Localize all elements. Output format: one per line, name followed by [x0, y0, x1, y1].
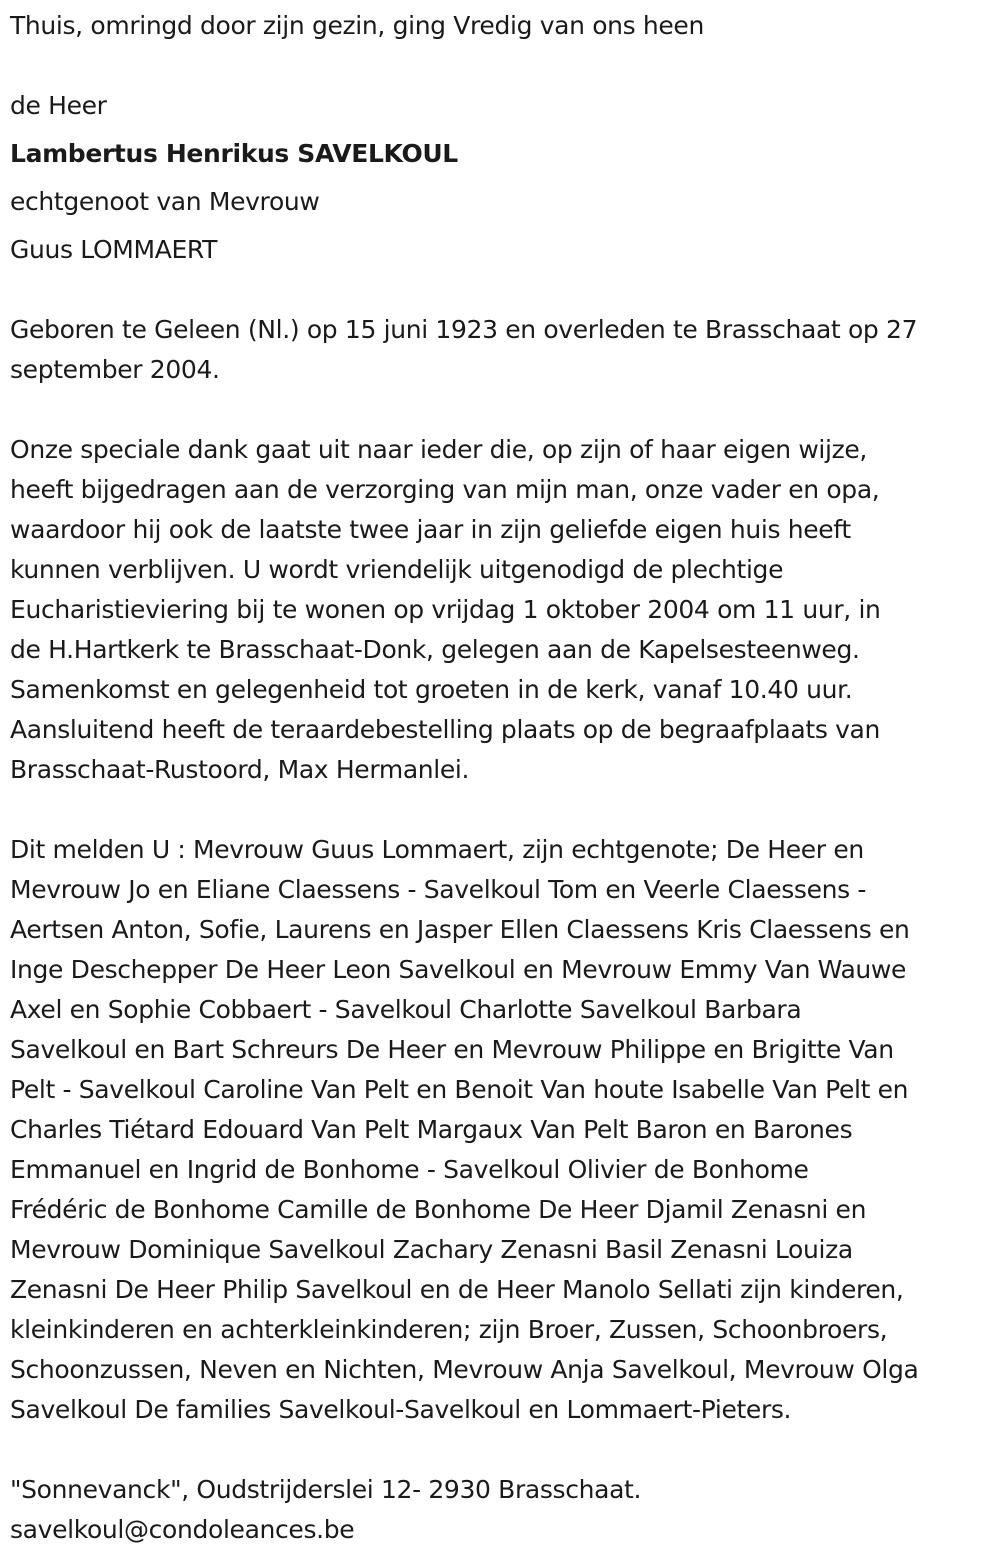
paragraph-line: kleinkinderen en achterkleinkinderen; zijn Broer, Zussen, Schoonbroers, — [10, 1315, 888, 1344]
paragraph-line: de H.Hartkerk te Brasschaat-Donk, gelegen aan de Kapelsesteenweg. — [10, 635, 860, 664]
paragraph-line: Inge Deschepper De Heer Leon Savelkoul en Mevrouw Emmy Van Wauwe — [10, 955, 907, 984]
deceased-name: Lambertus Henrikus SAVELKOUL — [10, 139, 458, 168]
paragraph-line: Mevrouw Dominique Savelkoul Zachary Zenasni Basil Zenasni Louiza — [10, 1235, 853, 1264]
intro-text: Thuis, omringd door zijn gezin, ging Vredig van ons heen — [10, 11, 704, 40]
paragraph-line: Schoonzussen, Neven en Nichten, Mevrouw Anja Savelkoul, Mevrouw Olga — [10, 1355, 919, 1384]
email-text: savelkoul@condoleances.be — [10, 1515, 355, 1544]
paragraph-line: Geboren te Geleen (Nl.) op 15 juni 1923 en overleden te Brasschaat op 27 — [10, 315, 918, 344]
address-text: "Sonnevanck", Oudstrijderslei 12- 2930 Brasschaat. — [10, 1475, 642, 1504]
spouse-relation: echtgenoot van Mevrouw — [10, 187, 320, 216]
paragraph-line: september 2004. — [10, 355, 220, 384]
paragraph-line: Axel en Sophie Cobbaert - Savelkoul Charlotte Savelkoul Barbara — [10, 995, 802, 1024]
paragraph-line: Savelkoul en Bart Schreurs De Heer en Mevrouw Philippe en Brigitte Van — [10, 1035, 894, 1064]
paragraph-line: Emmanuel en Ingrid de Bonhome - Savelkoul Olivier de Bonhome — [10, 1155, 809, 1184]
paragraph-line: Zenasni De Heer Philip Savelkoul en de Heer Manolo Sellati zijn kinderen, — [10, 1275, 904, 1304]
paragraph-line: heeft bijgedragen aan de verzorging van mijn man, onze vader en opa, — [10, 475, 880, 504]
paragraph-line: Charles Tiétard Edouard Van Pelt Margaux Van Pelt Baron en Barones — [10, 1115, 853, 1144]
title-prefix: de Heer — [10, 91, 107, 120]
paragraph-line: Brasschaat-Rustoord, Max Hermanlei. — [10, 755, 470, 784]
paragraph-line: Aansluitend heeft de teraardebestelling plaats op de begraafplaats van — [10, 715, 880, 744]
thanks-paragraph — [10, 430, 992, 790]
paragraph-line: Mevrouw Jo en Eliane Claessens - Savelkoul Tom en Veerle Claessens - — [10, 875, 867, 904]
paragraph-line: Dit melden U : Mevrouw Guus Lommaert, zijn echtgenote; De Heer en — [10, 835, 864, 864]
paragraph-line: Aertsen Anton, Sofie, Laurens en Jasper Ellen Claessens Kris Claessens en — [10, 915, 910, 944]
paragraph-line: Frédéric de Bonhome Camille de Bonhome De Heer Djamil Zenasni en — [10, 1195, 867, 1224]
birth-death-paragraph — [10, 310, 992, 390]
paragraph-line: Samenkomst en gelegenheid tot groeten in de kerk, vanaf 10.40 uur. — [10, 675, 853, 704]
paragraph-line: kunnen verblijven. U wordt vriendelijk uitgenodigd de plechtige — [10, 555, 784, 584]
paragraph-line: waardoor hij ook de laatste twee jaar in zijn geliefde eigen huis heeft — [10, 515, 851, 544]
paragraph-line: Eucharistieviering bij te wonen op vrijdag 1 oktober 2004 om 11 uur, in — [10, 595, 881, 624]
paragraph-line: Pelt - Savelkoul Caroline Van Pelt en Benoit Van houte Isabelle Van Pelt en — [10, 1075, 909, 1104]
paragraph-line: Onze speciale dank gaat uit naar ieder die, op zijn of haar eigen wijze, — [10, 435, 868, 464]
spouse-name: Guus LOMMAERT — [10, 235, 218, 264]
announcers-paragraph — [10, 830, 992, 1430]
paragraph-line: Savelkoul De families Savelkoul-Savelkoul en Lommaert-Pieters. — [10, 1395, 792, 1424]
